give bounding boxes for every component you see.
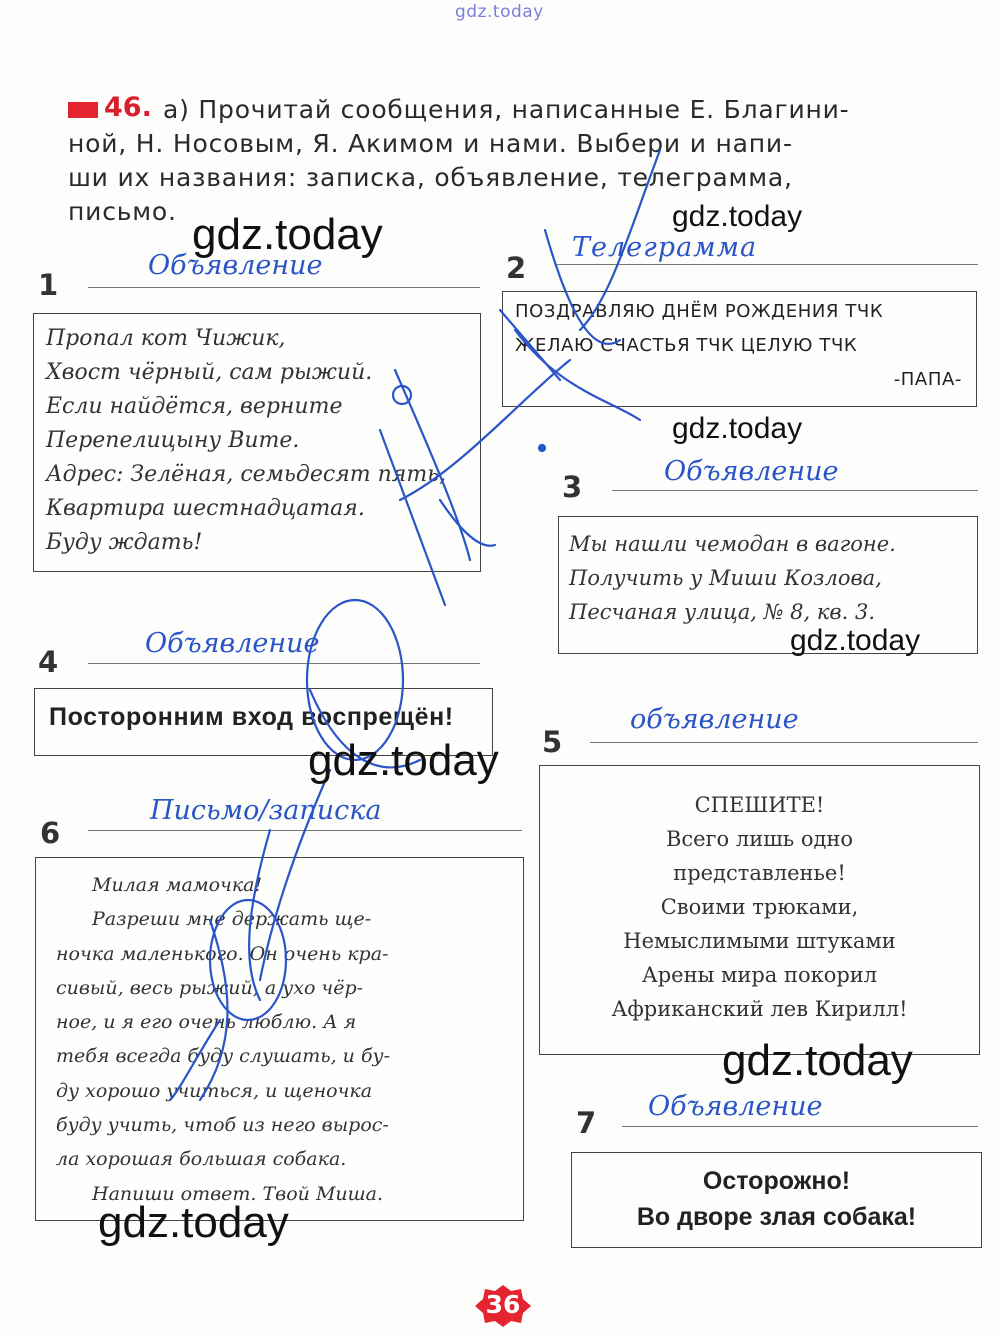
answer-line <box>556 264 978 265</box>
handwritten-answer: Объявление <box>648 1091 823 1122</box>
watermark: gdz.today <box>672 412 803 445</box>
item-number: 5 <box>542 725 563 759</box>
message-line: Адрес: Зелёная, семьдесят пять, <box>46 462 447 487</box>
message-line: Песчаная улица, № 8, кв. 3. <box>569 600 876 624</box>
watermark: gdz.today <box>308 736 499 785</box>
message-line: Посторонним вход воспрещён! <box>49 703 454 731</box>
watermark: gdz.today <box>790 624 921 657</box>
message-card <box>502 291 977 407</box>
item-number: 4 <box>38 645 59 679</box>
message-line: Квартира шестнадцатая. <box>46 496 365 521</box>
message-line: Пропал кот Чижик, <box>46 326 286 351</box>
watermark: gdz.today <box>192 210 383 259</box>
message-line: тебя всегда буду слушать, и бу- <box>56 1045 390 1068</box>
page-number: 36 <box>485 1290 521 1319</box>
message-line: Во дворе злая собака! <box>636 1203 917 1231</box>
task-line: ши их названия: записка, объявление, телеграмма, <box>68 163 793 192</box>
answer-line <box>88 830 522 831</box>
message-line: Если найдётся, верните <box>46 394 343 419</box>
message-line: ное, и я его очень люблю. А я <box>56 1011 357 1034</box>
task-number: 46. <box>104 92 152 123</box>
task-line: а) Прочитай сообщения, написанные Е. Благини- <box>163 95 850 124</box>
message-line: ла хорошая большая собака. <box>56 1148 347 1171</box>
watermark: gdz.today <box>722 1036 913 1085</box>
message-line: Перепелицыну Вите. <box>46 428 300 453</box>
item-number: 7 <box>576 1106 597 1140</box>
handwritten-answer: Объявление <box>145 628 320 659</box>
handwritten-answer: Письмо/записка <box>150 795 382 826</box>
item-number: 2 <box>506 251 527 285</box>
watermark: gdz.today <box>98 1198 289 1247</box>
item-number: 3 <box>562 470 583 504</box>
message-line: ПОЗДРАВЛЯЮ ДНЁМ РОЖДЕНИЯ ТЧК <box>515 301 884 322</box>
message-line: Своими трюками, <box>660 895 859 919</box>
message-line: Всего лишь одно <box>665 827 854 851</box>
message-line: -ПАПА- <box>893 369 962 390</box>
message-line: сивый, весь рыжий, а ухо чёр- <box>56 976 364 999</box>
poster-card <box>539 765 980 1055</box>
message-line: Арены мира покорил <box>641 963 878 987</box>
item-number: 6 <box>40 816 61 850</box>
message-line: ЖЕЛАЮ СЧАСТЬЯ ТЧК ЦЕЛУЮ ТЧК <box>515 335 858 356</box>
answer-line <box>590 742 978 743</box>
message-line: буду учить, чтоб из него вырос- <box>56 1114 389 1137</box>
message-line: Африканский лев Кирилл! <box>611 997 908 1021</box>
message-line: Мы нашли чемодан в вагоне. <box>569 532 896 556</box>
handwritten-answer: Объявление <box>148 250 323 281</box>
message-line: Осторожно! <box>702 1167 851 1195</box>
task-line: ной, Н. Носовым, Я. Акимом и нами. Выбери и напи- <box>68 129 793 158</box>
answer-line <box>88 663 480 664</box>
sign-card <box>571 1152 982 1248</box>
handwritten-answer: объявление <box>630 704 799 735</box>
answer-line <box>612 490 978 491</box>
answer-line <box>88 287 480 288</box>
message-line: Немыслимыми штуками <box>623 929 896 953</box>
message-line: представленье! <box>673 861 846 885</box>
message-line: Хвост чёрный, сам рыжий. <box>46 360 373 385</box>
message-line: ночка маленького. Он очень кра- <box>56 942 389 965</box>
answer-line <box>622 1126 978 1127</box>
message-line: Буду ждать! <box>46 530 203 555</box>
handwritten-answer: Объявление <box>664 456 839 487</box>
message-line: СПЕШИТЕ! <box>694 793 825 817</box>
message-line: Получить у Миши Козлова, <box>569 566 882 590</box>
message-line: ду хорошо учиться, и щеночка <box>56 1079 373 1102</box>
message-line: Напиши ответ. Твой Миша. <box>92 1182 384 1205</box>
letter-card <box>35 857 524 1221</box>
handwritten-answer: Телеграмма <box>572 232 758 263</box>
site-header[interactable]: gdz.today <box>455 2 544 22</box>
watermark: gdz.today <box>672 200 803 233</box>
message-line: Милая мамочка! <box>92 874 263 896</box>
item-number: 1 <box>38 268 59 302</box>
task-instruction <box>68 93 938 229</box>
message-line: Разреши мне держать ще- <box>92 908 372 931</box>
task-line: письмо. <box>68 197 177 226</box>
message-card <box>33 313 481 572</box>
